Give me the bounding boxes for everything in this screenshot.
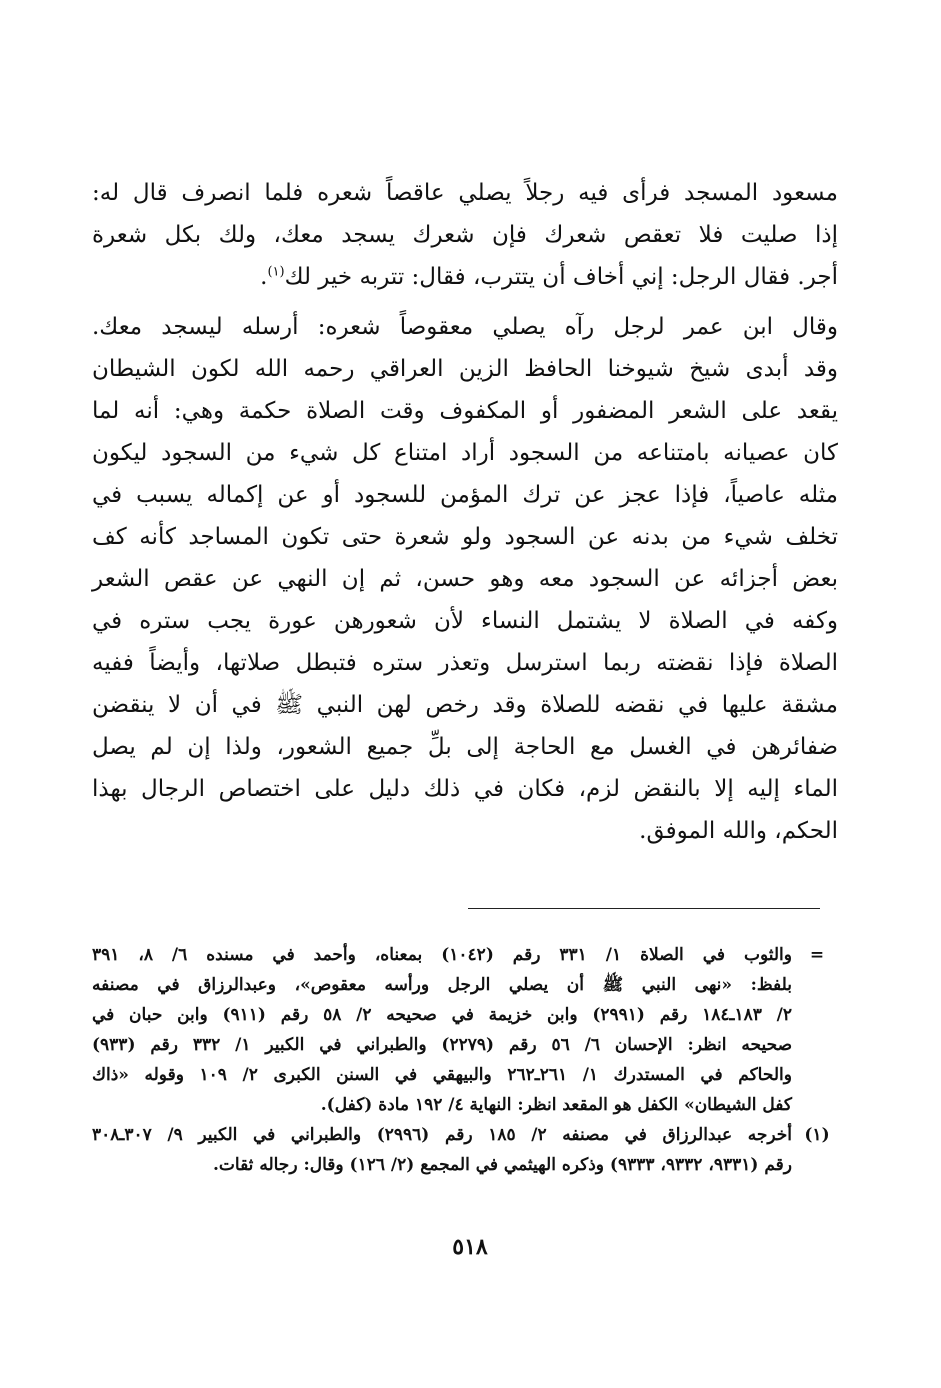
- footnote-separator: [468, 908, 820, 909]
- text-line: إذا صليت فلا تعقص شعرك فإن شعرك يسجد معك، ولك بكل شعرة: [92, 222, 838, 248]
- footnote-line: كفل الشيطان» الكفل هو المقعد انظر: النهاية ٤/ ١٩٢ مادة (كفل).: [320, 1095, 792, 1115]
- footnote-line: والحاكم في المستدرك ١/ ٢٦١ـ٢٦٢ والبيهقي في السنن الكبرى ٢/ ١٠٩ وقوله «ذاك: [92, 1065, 792, 1085]
- footnote-line: رقم (٩٣٣١، ٩٣٣٢، ٩٣٣٣) وذكره الهيثمي في المجمع (٢/ ١٢٦) وقال: رجاله ثقات.: [212, 1155, 792, 1175]
- footnote-text: [92, 940, 792, 1120]
- paragraph-1: [92, 172, 838, 298]
- page-number: ٥١٨: [452, 1234, 488, 1260]
- text-line: بعض أجزائه عن السجود معه وهو حسن، ثم إن النهي عن عقص الشعر: [92, 566, 838, 592]
- footnote-text: [92, 1120, 792, 1180]
- footnotes: [92, 940, 842, 1180]
- paragraph-2: [92, 306, 838, 852]
- text-line: مشقة عليها في نقضه للصلاة وقد رخص لهن النبي ﷺ في أن لا ينقضن: [92, 692, 838, 718]
- footnote-mark: =: [809, 945, 825, 965]
- footnote-1: [92, 1120, 842, 1180]
- text-line: كان عصيانه بامتناعه من السجود أراد امتناع كل شيء من السجود ليكون: [92, 440, 838, 466]
- text-line: مثله عاصياً، فإذا عجز عن ترك المؤمن للسجود أو عن إكماله يسبب في: [92, 482, 838, 508]
- text-line: [92, 256, 838, 298]
- footnote-line: ٢/ ١٨٣ـ١٨٤ رقم (٢٩٩١) وابن خزيمة في صحيحه ٢/ ٥٨ رقم (٩١١) وابن حبان في: [92, 1005, 793, 1025]
- text-line: الماء إليه إلا بالنقض لزم، فكان في ذلك دليل على اختصاص الرجال بهذا: [92, 776, 838, 802]
- footnote-line: والثوب في الصلاة ١/ ٣٣١ رقم (١٠٤٢) بمعناه، وأحمد في مسنده ٦/ ٨، ٣٩١: [92, 945, 792, 965]
- footnote-line: أخرجه عبدالرزاق في مصنفه ٢/ ١٨٥ رقم (٢٩٩٦) والطبراني في الكبير ٩/ ٣٠٧ـ٣٠٨: [92, 1125, 792, 1145]
- text-line: الحكم، والله الموفق.: [639, 818, 838, 844]
- sentence-end: .: [260, 264, 268, 290]
- text-line: وقال ابن عمر لرجل رآه يصلي معقوصاً شعره: أرسله ليسجد معك.: [92, 314, 838, 340]
- text-line-content: أجر. فقال الرجل: إني أخاف أن يتترب، فقال: تتربه خير لك: [284, 264, 838, 290]
- text-line: الصلاة فإذا نقضته ربما استرسل وتعذر ستره فتبطل صلاتها، وأيضاً ففيه: [92, 650, 838, 676]
- footnote-mark: (١): [804, 1125, 830, 1145]
- footnote-continuation: [92, 940, 842, 1120]
- footnote-line: بلفظ: «نهى النبي ﷺ أن يصلي الرجل ورأسه معقوص»، وعبدالرزاق في مصنفه: [92, 975, 792, 995]
- text-line: وقد أبدى شيخ شيوخنا الحافظ الزين العراقي رحمه الله لكون الشيطان: [92, 356, 838, 382]
- text-line: وكفه في الصلاة لا يشتمل النساء لأن شعورهن عورة يجب ستره في: [92, 608, 838, 634]
- footnote-reference[interactable]: (١): [267, 264, 285, 280]
- text-line: مسعود المسجد فرأى فيه رجلاً يصلي عاقصاً شعره فلما انصرف قال له:: [92, 180, 839, 206]
- text-line: تخلف شيء من بدنه عن السجود ولو شعرة حتى تكون المساجد كأنه كف: [92, 524, 838, 550]
- main-text: [92, 172, 838, 852]
- text-line: ضفائرهن في الغسل مع الحاجة إلى بلِّ جميع الشعور، ولذا إن لم يصل: [92, 734, 838, 760]
- text-line: يقعد على الشعر المضفور أو المكفوف وقت الصلاة حكمة وهي: أنه لما: [92, 398, 838, 424]
- footnote-line: صحيحه انظر: الإحسان ٦/ ٥٦ رقم (٢٢٧٩) والطبراني في الكبير ١/ ٣٣٢ رقم (٩٣٣): [92, 1035, 793, 1055]
